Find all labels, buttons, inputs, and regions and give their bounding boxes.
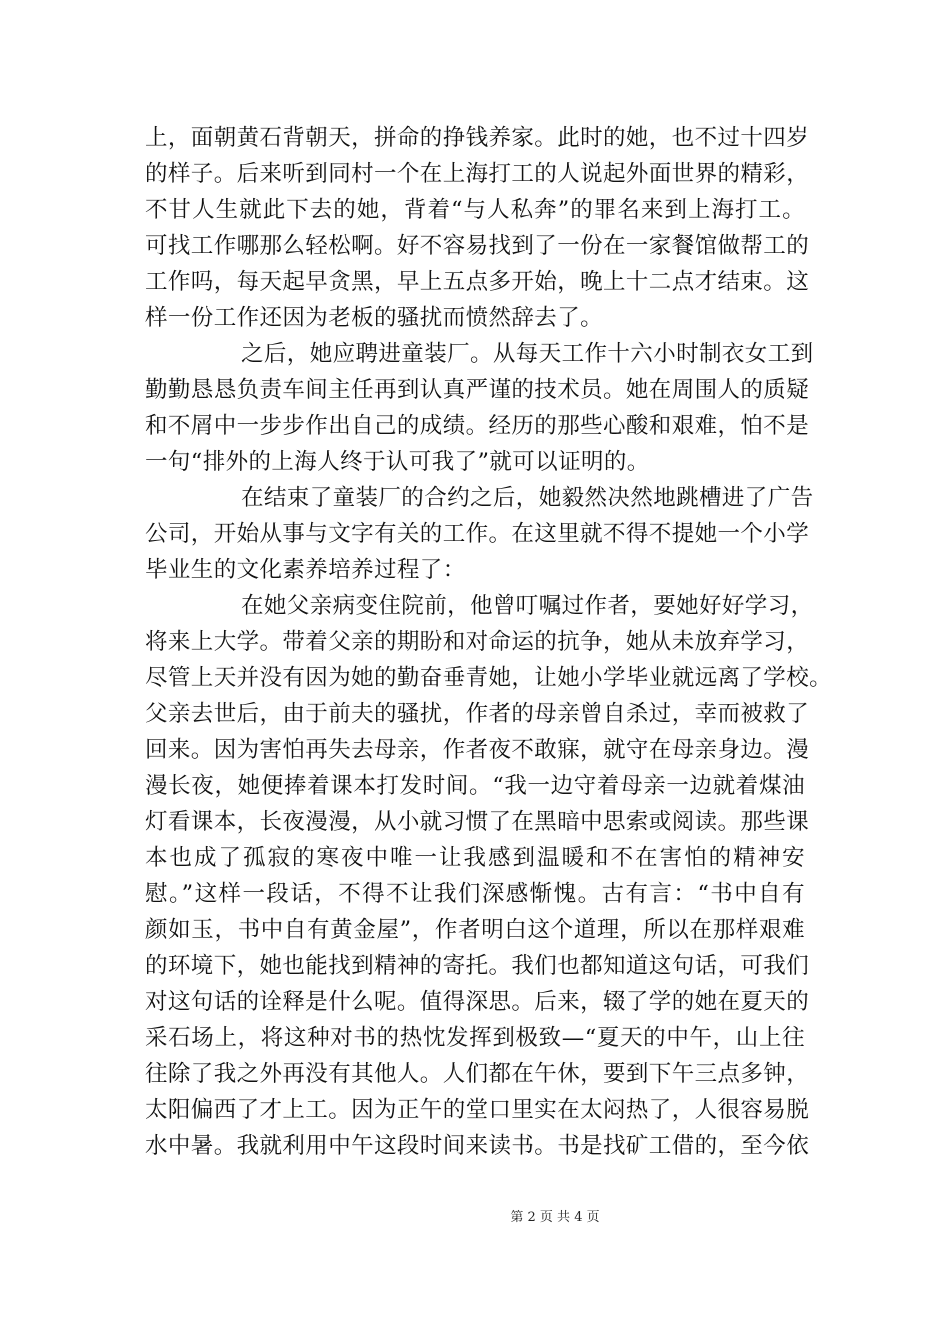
- text-line: 颜如玉，书中自有黄金屋”，作者明白这个道理，所以在那样艰难: [145, 917, 805, 943]
- text-line: 本也成了孤寂的寒夜中唯一让我感到温暖和不在害怕的精神安: [145, 845, 805, 871]
- text-line: 公司，开始从事与文字有关的工作。在这里就不得不提她一个小学: [145, 521, 810, 547]
- text-line: 上，面朝黄石背朝天，拼命的挣钱养家。此时的她，也不过十四岁: [145, 125, 810, 151]
- text-line: 在结束了童装厂的合约之后，她毅然决然地跳槽进了广告: [241, 485, 814, 511]
- text-line: 水中暑。我就利用中午这段时间来读书。书是找矿工借的，至今依: [145, 1133, 810, 1159]
- text-line: 之后，她应聘进童装厂。从每天工作十六小时制衣女工到: [241, 341, 814, 367]
- text-line: 太阳偏西了才上工。因为正午的堂口里实在太闷热了，人很容易脱: [145, 1097, 810, 1123]
- paragraph: [145, 336, 814, 480]
- text-line: 的环境下，她也能找到精神的寄托。我们也都知道这句话，可我们: [145, 953, 810, 979]
- text-line: 尽管上天并没有因为她的勤奋垂青她，让她小学毕业就远离了学校。: [145, 665, 833, 691]
- text-line: 往除了我之外再没有其他人。人们都在午休，要到下午三点多钟，: [145, 1061, 810, 1087]
- text-line: 毕业生的文化素养培养过程了：: [145, 557, 466, 583]
- text-line: 灯看课本，长夜漫漫，从小就习惯了在黑暗中思索或阅读。那些课: [145, 809, 810, 835]
- text-line: 漫长夜，她便捧着课本打发时间。“我一边守着母亲一边就着煤油: [145, 773, 805, 799]
- page-footer: [0, 1206, 950, 1225]
- paragraph: [145, 480, 814, 588]
- text-line: 父亲去世后，由于前夫的骚扰，作者的母亲曾自杀过，幸而被救了: [145, 701, 810, 727]
- text-line: 回来。因为害怕再失去母亲，作者夜不敢寐，就守在母亲身边。漫: [145, 737, 810, 763]
- paragraph: [145, 120, 810, 336]
- text-line: 样一份工作还因为老板的骚扰而愤然辞去了。: [145, 305, 604, 331]
- text-line: 将来上大学。带着父亲的期盼和对命运的抗争，她从未放弃学习，: [145, 629, 810, 655]
- paragraph: [145, 588, 833, 1164]
- text-line: 在她父亲病变住院前，他曾叮嘱过作者，要她好好学习，: [241, 593, 814, 619]
- body-text: [145, 120, 833, 1164]
- text-line: 慰。”这样一段话，不得不让我们深感惭愧。古有言：“书中自有: [145, 881, 805, 907]
- text-line: 一句“排外的上海人终于认可我了”就可以证明的。: [145, 449, 650, 475]
- text-line: 不甘人生就此下去的她，背着“与人私奔”的罪名来到上海打工。: [145, 197, 805, 223]
- text-line: 勤勤恳恳负责车间主任再到认真严谨的技术员。她在周围人的质疑: [145, 377, 810, 403]
- text-line: 可找工作哪那么轻松啊。好不容易找到了一份在一家餐馆做帮工的: [145, 233, 810, 259]
- text-line: 采石场上，将这种对书的热忱发挥到极致—“夏天的中午，山上往: [145, 1025, 805, 1051]
- text-line: 工作吗，每天起早贪黑，早上五点多开始，晚上十二点才结束。这: [145, 269, 810, 295]
- text-line: 和不屑中一步步作出自己的成绩。经历的那些心酸和艰难，怕不是: [145, 413, 810, 439]
- text-line: 对这句话的诠释是什么呢。值得深思。后来，辍了学的她在夏天的: [145, 989, 810, 1015]
- page-number: 第 2 页 共 4 页: [510, 1210, 600, 1225]
- text-line: 的样子。后来听到同村一个在上海打工的人说起外面世界的精彩，: [145, 161, 810, 187]
